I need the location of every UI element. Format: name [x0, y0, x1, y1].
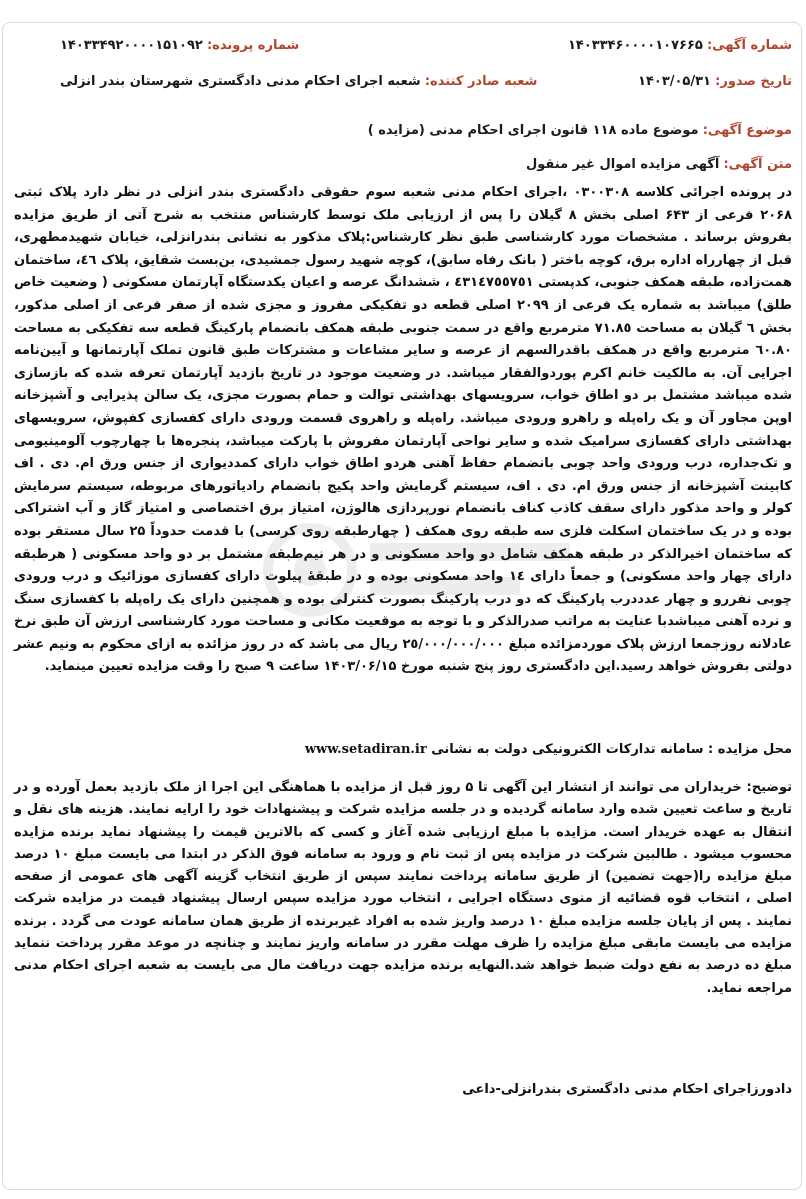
case-number-value: ۱۴۰۳۳۴۹۲۰۰۰۰۱۵۱۰۹۲ [60, 38, 203, 53]
announcement-body: در پرونده اجرائی کلاسه ۰۳۰۰۳۰۸ ،اجرای احکام مدنی شعبه سوم حقوقی دادگستری بندر انزلی در نظر دارد پلاک ثبتی ۲۰۶۸ فرعی از ۶۴۳ اصلی بخش ۸ گیلان را پس از ارزیابی ملک توسط کارشناس منتخب به شرح آتی از طریق مزایده بفروش برساند . مشخصات مورد کارشناسی طبق نظر کارشناس:پلاک مذکور به نشانی بندرانزلی، خیابان شهیدمطهری، قبل از چهارراه اداره برق، کوچه باختر ( بانک رفاه سابق)، کوچه شهید رسول جمشیدی، بن‌بست شقایق، پلاک ٤٦، ساختمان همت‌زاده، طبقه همکف جنوبی، کدپستی ٤٣١٤٧٥٥٧٥١ ، ششدانگ عرصه و اعیان یکدستگاه آپارتمان مسکونی ( وضعیت خاص طلق) میباشد به شماره یک فرعی از ۲۰۹۹ اصلی قطعه دو تفکیکی مفروز و مجزی شده از صفر فرعی از اصلی مذکور، بخش ٦ گیلان به مساحت ٧١.٨٥ مترمربع واقع در سمت جنوبی طبقه همکف بانضمام پارکینگ قطعه سه تفکیکی به مساحت ٦٠.٨٠ مترمربع واقع در همکف باقدرالسهم از عرصه و سایر مشاعات و مشترکات طبق قانون تملک آپارتمانها و آیین‌نامه اجرایی آن. به مالکیت خانم اکرم پوردوالفقار میباشد. در وضعیت موجود در تاریخ بازدید آپارتمان تعرفه شده که بازسازی شده میباشد مشتمل بر دو اطاق خواب، سرویسهای بهداشتی توالت و حمام بصورت مجزی، یک سالن پذیرایی و آشپزخانه اوپن مجاور آن و یک راه‌پله و راهرو ورودی میباشد. راه‌پله و راهروی قسمت ورودی دارای کفسازی کفپوش، سرویسهای بهداشتی دارای کفسازی سرامیک شده و سایر نواحی آپارتمان مفروش با پارکت میباشد، پنجره‌ها با چهارچوب آلومینیومی و تک‌جداره، درب ورودی واحد چوبی بانضمام حفاظ آهنی هردو اطاق خواب دارای کمددیواری از جنس ورق ام. دی . اف کابینت آشپزخانه از جنس ورق ام. دی . اف، سیستم گرمایش واحد پکیج بانضمام رادیاتورهای مربوطه، سیستم سرمایش کولر و واحد مذکور دارای سقف کاذب کناف بانضمام نورپردازی هالوژن، امتیاز برق اختصاصی و امتیاز گاز و آب اشتراکی بوده و در یک ساختمان اسکلت فلزی سه طبقه روی همکف ( چهارطبقه روی کرسی) با قدمت حدوداً ۲۵ سال مستقر بوده که ساختمان اخیرالذکر در طبقه همکف شامل دو واحد مسکونی و در هر نیم‌طبقه مشتمل بر دو واحد مسکونی ( هرطبقه دارای چهار واحد مسکونی) و جمعاً دارای ١٤ واحد مسکونی بوده و در طبقهٔ پیلوت دارای کفسازی موزائیک و درب ورودی چوبی نفررو و چهار عدددرب پارکینگ که دو درب پارکینگ بصورت کنترلی بوده و همچنین دارای یک راه‌پله با کفسازی سنگ و نرده آهنی میباشدبا عنایت به مراتب صدرالذکر و با توجه به موقعیت مکانی و مساحت مورد کارشناسی ارزش آن طبق نرخ عادلانه روزجمعا ارزش پلاک موردمزائده مبلغ ٢٥/٠٠٠/٠٠٠/٠٠٠ ریال می باشد که در روز مزائده به ازای محکوم به ونیم عشر دولتی بفروش خواهد رسید.این دادگستری روز پنج شنبه مورخ ۱۴۰۳/۰۶/۱۵ ساعت ۹ صبح را وقت مزایده تعیین مینماید. [14, 185, 793, 675]
subject-label: موضوع آگهی: [702, 123, 792, 138]
case-number [60, 38, 299, 53]
subject-value: موضوع ماده ۱۱۸ قانون اجرای احکام مدنی (مزایده ) [367, 123, 699, 138]
announcement-number-label: شماره آگهی: [706, 38, 792, 53]
announcement-number-value: ۱۴۰۳۳۴۶۰۰۰۰۱۰۷۶۶۵ [567, 38, 703, 53]
signature: دادورزاجرای احکام مدنی دادگستری بندرانزلی-داعی [462, 1082, 792, 1097]
announcement-number [568, 38, 792, 53]
auction-venue-text: محل مزایده : سامانه تدارکات الکترونیکی دولت به نشانی [431, 742, 792, 757]
announcement-text-title [526, 157, 792, 172]
issuing-branch-label: شعبه صادر کننده: [424, 74, 538, 89]
announcement-note: توضیح: خریداران می توانند از انتشار این آگهی تا ۵ روز قبل از مزایده با هماهنگی این اجرا از ملک بازدید بعمل آورده و در تاریخ و ساعت تعیین شده وارد سامانه گردیده و در جلسه مزایده شرکت و پیشنهادات خود را ارایه نمایند. هزینه های نقل و انتقال به عهده خریدار است. مزایده با مبلغ ارزیابی شده آغاز و کسی که بالاترین قیمت را پیشنهاد نماید برنده مزایده محسوب میشود . طالبین شرکت در مزایده پس از ثبت نام و ورود به سامانه فوق الذکر در ابتدا می بایست مبلغ ۱۰ درصد مبلغ مزایده را(جهت تضمین) از طریق سامانه پرداخت نمایند سپس از طریق انتخاب گزینه آگهی های عمومی از صفحه اصلی ، انتخاب قوه قضائیه از منوی دستگاه اجرایی ، انتخاب مورد مزایده سپس ارسال پیشنهاد قیمت در مزایده شرکت نمایند . پس از پایان جلسه مزایده مبلغ ۱۰ درصد واریز شده به افراد غیربرنده از طریق همان سامانه عودت می گردد . برنده مزایده می بایست مابقی مبلغ مزایده را ظرف مهلت مقرر در سامانه واریز نمایند و چنانچه در موعد مقرر پرداخت ننماید مبلغ ده درصد به نفع دولت ضبط خواهد شد.النهایه برنده مزایده جهت دریافت مال می بایست به شعبه اجرای احکام مدنی مراجعه نماید. [14, 780, 792, 996]
case-number-label: شماره پرونده: [206, 38, 300, 53]
auction-venue [305, 742, 792, 757]
announcement-subject [368, 123, 792, 138]
text-title-label: متن آگهی: [723, 157, 792, 172]
auction-venue-url[interactable]: www.setadiran.ir [304, 742, 427, 757]
issuing-branch [60, 74, 537, 89]
text-title-value: آگهی مزایده اموال غیر منقول [526, 157, 720, 172]
issue-date-label: تاریخ صدور: [715, 74, 792, 89]
issue-date-value: ۱۴۰۳/۰۵/۳۱ [638, 74, 711, 89]
issuing-branch-value: شعبه اجرای احکام مدنی دادگستری شهرستان بندر انزلی [60, 74, 421, 89]
issue-date [638, 74, 792, 89]
